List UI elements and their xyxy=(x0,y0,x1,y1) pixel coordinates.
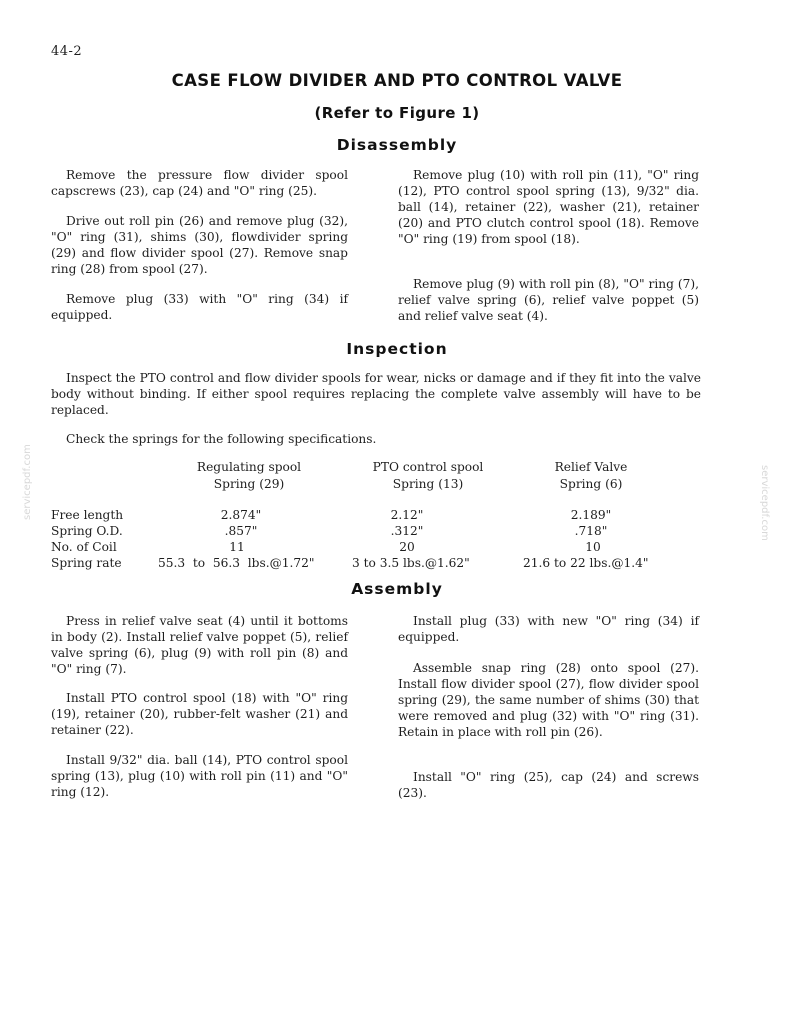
table-cell: 20 xyxy=(399,540,415,554)
table-cell: 11 xyxy=(229,540,245,554)
row-label-free-length: Free length xyxy=(51,508,124,522)
col-header-relief-2: Spring (6) xyxy=(559,477,623,491)
col-header-regulating-1: Regulating spool xyxy=(196,460,302,474)
assembly-right-para-2: Assemble snap ring (28) onto spool (27). Install flow divider spool (27), flow divider spool spring (29), the same number of shims (30) that were removed and plug (32) with "O" ring (31). Retain in place with roll pin (26). xyxy=(398,661,699,739)
col-header-regulating-2: Spring (29) xyxy=(213,477,285,491)
table-cell: 10 xyxy=(585,540,601,554)
table-cell: 2.189" xyxy=(570,508,612,522)
table-cell: .312" xyxy=(390,524,424,538)
table-cell: 2.874" xyxy=(220,508,262,522)
table-cell: .857" xyxy=(224,524,258,538)
assembly-heading: Assembly xyxy=(351,580,443,598)
page-subtitle: (Refer to Figure 1) xyxy=(314,104,480,122)
assembly-left-para-1: Press in relief valve seat (4) until it bottoms in body (2). Install relief valve poppet (5), relief valve spring (6), plug (9) with roll pin (8) and "O" ring (7). xyxy=(51,614,348,676)
table-cell: .718" xyxy=(574,524,608,538)
inspection-para-2: Check the springs for the following specifications. xyxy=(66,432,377,446)
table-cell: 21.6 to 22 lbs.@1.4" xyxy=(523,556,649,570)
inspection-para-1: Inspect the PTO control and flow divider spools for wear, nicks or damage and if they fit into the valve body without binding. If either spool requires replacing the complete valve assembly will have to be replaced. xyxy=(51,371,701,417)
table-cell: 3 to 3.5 lbs.@1.62" xyxy=(352,556,470,570)
disassembly-left-para-3: Remove plug (33) with "O" ring (34) if equipped. xyxy=(51,292,348,322)
assembly-right-para-1: Install plug (33) with new "O" ring (34) if equipped. xyxy=(398,614,699,644)
row-label-spring-od: Spring O.D. xyxy=(51,524,123,538)
disassembly-left-para-2: Drive out roll pin (26) and remove plug (32), "O" ring (31), shims (30), flowdivider spring (29) and flow divider spool (27). Remove snap ring (28) from spool (27). xyxy=(51,214,348,276)
disassembly-left-para-1: Remove the pressure flow divider spool capscrews (23), cap (24) and "O" ring (25). xyxy=(51,168,348,198)
col-header-relief-1: Relief Valve xyxy=(554,460,628,474)
disassembly-heading: Disassembly xyxy=(336,136,458,154)
col-header-pto-1: PTO control spool xyxy=(372,460,484,474)
disassembly-right-para-2: Remove plug (9) with roll pin (8), "O" ring (7), relief valve spring (6), relief valve poppet (5) and relief valve seat (4). xyxy=(398,277,699,323)
watermark-right: servicepdf.com xyxy=(759,465,770,541)
disassembly-right-para-1: Remove plug (10) with roll pin (11), "O" ring (12), PTO control spool spring (13), 9/32" dia. ball (14), retainer (22), washer (21), retainer (20) and PTO clutch control spool (18). Remove "O" ring (19) from spool (18). xyxy=(398,168,699,246)
row-label-no-of-coil: No. of Coil xyxy=(51,540,117,554)
assembly-right-para-3: Install "O" ring (25), cap (24) and screws (23). xyxy=(398,770,699,800)
page-number: 44-2 xyxy=(51,44,83,59)
watermark-left: servicepdf.com xyxy=(22,444,33,520)
col-header-pto-2: Spring (13) xyxy=(392,477,464,491)
table-cell: 55.3 to 56.3 lbs.@1.72" xyxy=(158,556,315,570)
assembly-left-para-3: Install 9/32" dia. ball (14), PTO control spool spring (13), plug (10) with roll pin (11) and "O" ring (12). xyxy=(51,753,348,799)
assembly-left-para-2: Install PTO control spool (18) with "O" ring (19), retainer (20), rubber-felt washer (21) and retainer (22). xyxy=(51,691,348,737)
row-label-spring-rate: Spring rate xyxy=(51,556,122,570)
table-cell: 2.12" xyxy=(390,508,424,522)
page-title: CASE FLOW DIVIDER AND PTO CONTROL VALVE xyxy=(171,71,623,90)
inspection-heading: Inspection xyxy=(346,340,448,358)
